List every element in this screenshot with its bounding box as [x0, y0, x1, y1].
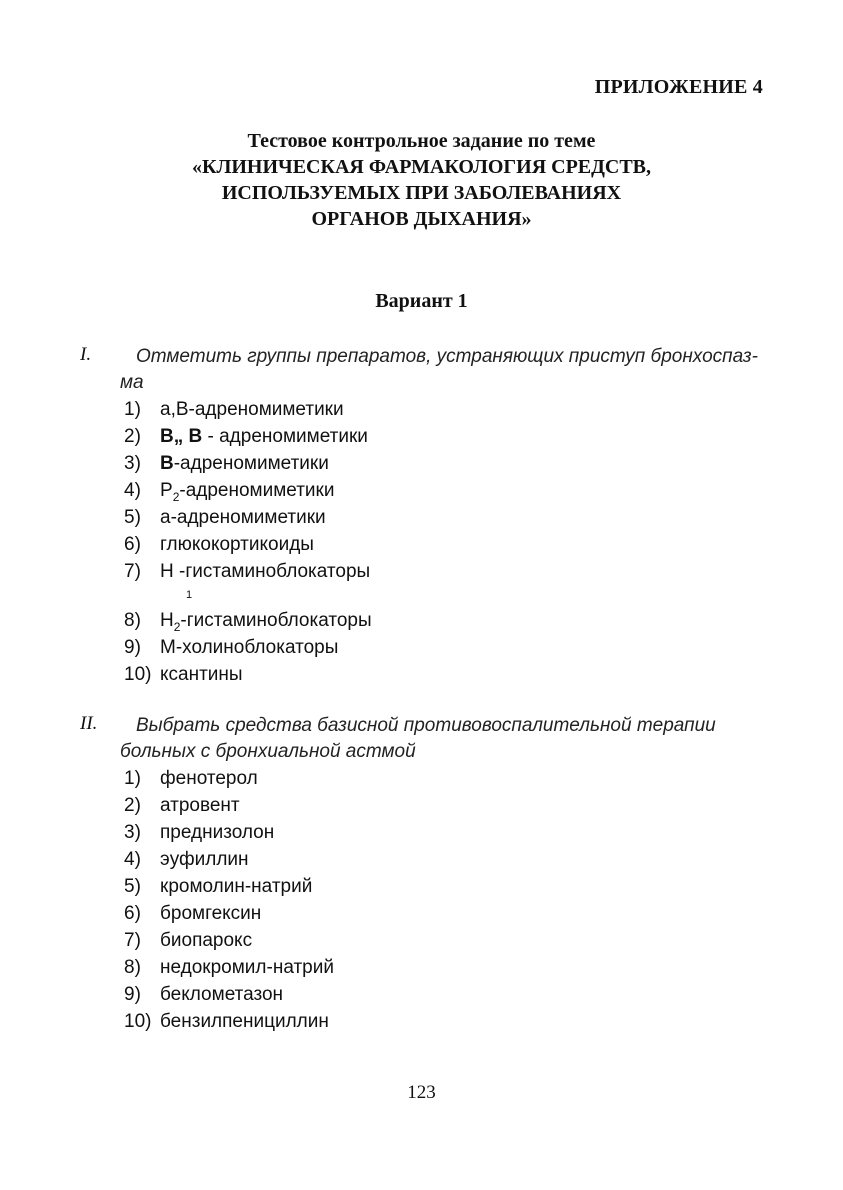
question-2 [80, 713, 780, 1035]
option-number: 3) [124, 822, 141, 843]
option-number: 4) [124, 849, 141, 870]
option-number: 2) [124, 426, 141, 447]
option-text: биопарокс [160, 930, 253, 951]
answer-option [124, 819, 780, 846]
question-text: Отметить группы препаратов, устраняющих приступ бронхоспаз-ма [120, 346, 758, 393]
option-text: -гистаминоблокаторы [180, 610, 372, 631]
answer-option [124, 661, 780, 688]
answer-option [124, 792, 780, 819]
option-prefix: Р [160, 480, 173, 501]
option-number: 1) [124, 399, 141, 420]
option-prefix: Н [160, 610, 174, 631]
title-line: Тестовое контрольное задание по теме [247, 130, 596, 152]
answer-option [124, 981, 780, 1008]
option-text: М-холиноблокаторы [160, 637, 339, 658]
answer-option [124, 423, 780, 450]
option-number: 8) [124, 957, 141, 978]
answer-option [124, 765, 780, 792]
answer-option [124, 846, 780, 873]
option-number: 7) [124, 561, 141, 582]
option-number: 6) [124, 903, 141, 924]
option-number: 5) [124, 876, 141, 897]
option-number: 10) [124, 1011, 152, 1032]
option-text: бензилпенициллин [160, 1011, 329, 1032]
answer-option [124, 900, 780, 927]
option-number: 1) [124, 768, 141, 789]
option-text: -адреномиметики [179, 480, 335, 501]
option-text: бромгексин [160, 903, 262, 924]
question-1 [80, 344, 780, 688]
answer-option [124, 450, 780, 477]
question-number: II. [80, 713, 98, 734]
option-number: 3) [124, 453, 141, 474]
option-text: беклометазон [160, 984, 284, 1005]
option-text: фенотерол [160, 768, 258, 789]
option-text: -адреномиметики [173, 453, 329, 474]
document-title [0, 128, 843, 232]
question-text: Выбрать средства базисной противовоспалительной терапии больных с бронхиальной астмой [120, 715, 716, 762]
answer-option [124, 1008, 780, 1035]
option-text: эуфиллин [160, 849, 249, 870]
option-text: атровент [160, 795, 240, 816]
option-number: 8) [124, 610, 141, 631]
variant-heading: Вариант 1 [375, 290, 468, 312]
answer-options [124, 396, 780, 688]
option-text: преднизолон [160, 822, 275, 843]
option-text: глюкокортикоиды [160, 534, 314, 555]
answer-option [124, 477, 780, 504]
title-line: ОРГАНОВ ДЫХАНИЯ» [311, 208, 532, 230]
option-text: ксантины [160, 664, 243, 685]
answer-options [124, 765, 780, 1035]
option-text: кромолин-натрий [160, 876, 313, 897]
option-number: 9) [124, 637, 141, 658]
title-line: ИСПОЛЬЗУЕМЫХ ПРИ ЗАБОЛЕВАНИЯХ [221, 182, 622, 204]
option-subscript: 2 [172, 489, 180, 504]
option-number: 5) [124, 507, 141, 528]
option-number: 2) [124, 795, 141, 816]
option-number: 10) [124, 664, 152, 685]
question-number: I. [80, 344, 92, 365]
answer-option [124, 396, 780, 423]
page-number: 123 [407, 1082, 436, 1103]
answer-option [124, 531, 780, 558]
answer-option [124, 634, 780, 661]
title-line: «КЛИНИЧЕСКАЯ ФАРМАКОЛОГИЯ СРЕДСТВ, [191, 156, 652, 178]
option-text: Н -гистаминоблокаторы [160, 561, 371, 582]
option-subscript: 2 [173, 619, 181, 634]
answer-option [124, 954, 780, 981]
option-number: 6) [124, 534, 141, 555]
option-7-superscript: 1 [186, 589, 193, 601]
answer-option [124, 558, 780, 585]
option-text: а,В-адреномиметики [160, 399, 344, 420]
appendix-label: ПРИЛОЖЕНИЕ 4 [594, 76, 763, 98]
answer-option [124, 607, 780, 634]
option-number: 9) [124, 984, 141, 1005]
option-text: недокромил-натрий [160, 957, 334, 978]
option-bold-text: В [160, 453, 174, 474]
option-text: - адреномиметики [202, 426, 368, 447]
option-number: 4) [124, 480, 141, 501]
answer-option [124, 504, 780, 531]
option-number: 7) [124, 930, 141, 951]
answer-option [124, 873, 780, 900]
option-bold-text: В„ В [160, 426, 203, 447]
option-text: а-адреномиметики [160, 507, 326, 528]
answer-option [124, 927, 780, 954]
